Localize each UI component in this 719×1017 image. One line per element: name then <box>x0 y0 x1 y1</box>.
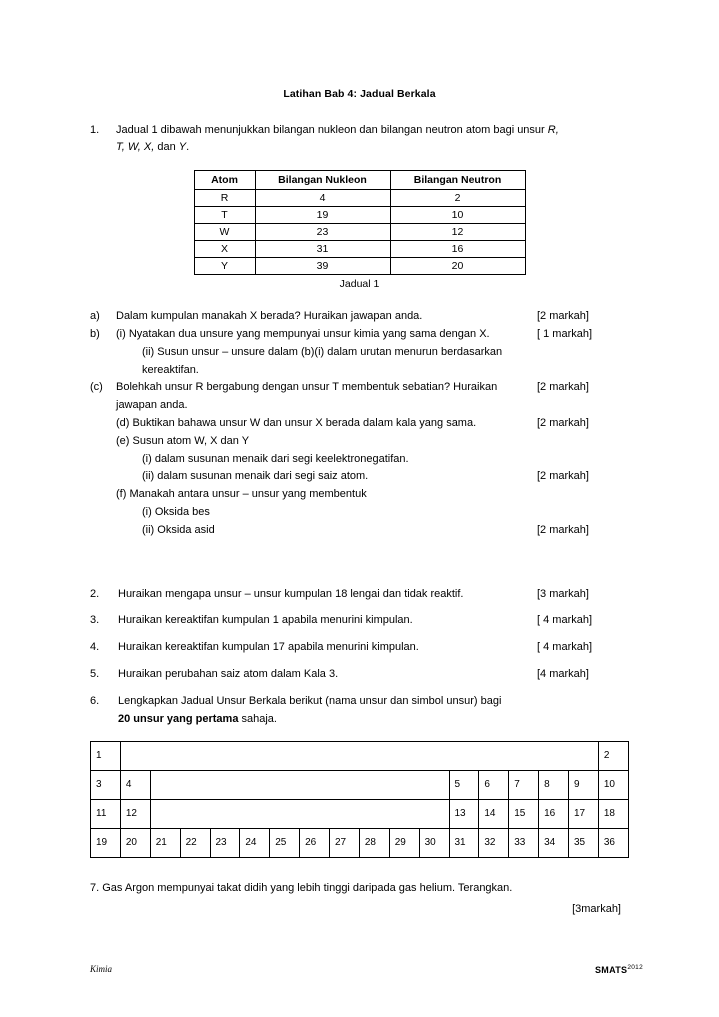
subquestion-list <box>90 308 629 540</box>
periodic-cell[interactable]: 25 <box>270 828 300 857</box>
page-title: Latihan Bab 4: Jadual Berkala <box>283 88 436 100</box>
spacer <box>90 540 629 582</box>
subquestion-f-ii <box>90 522 629 540</box>
subquestion-text: (f) Manakah antara unsur – unsur yang membentuk <box>116 488 367 501</box>
footer-year: 2012 <box>627 964 643 971</box>
question-marks: [3 markah] <box>537 587 589 600</box>
subquestion-marks: [2 markah] <box>537 470 589 483</box>
question-6-line1: Lengkapkan Jadual Unsur Berkala berikut (nama unsur dan simbol unsur) bagi <box>118 694 502 707</box>
periodic-row-1 <box>91 741 629 770</box>
subquestion-b-ii <box>90 344 629 380</box>
question-1-text <box>116 122 629 156</box>
question-1-text-part4: . <box>186 141 190 154</box>
question-marks: [ 4 markah] <box>537 614 593 627</box>
periodic-cell[interactable]: 30 <box>419 828 449 857</box>
periodic-cell[interactable]: 11 <box>91 799 121 828</box>
periodic-cell-blank[interactable] <box>120 741 598 770</box>
periodic-cell[interactable]: 16 <box>539 799 569 828</box>
subquestion-b-i <box>90 326 629 344</box>
periodic-cell[interactable]: 31 <box>449 828 479 857</box>
subquestion-text: (e) Susun atom W, X dan Y <box>116 434 250 447</box>
subquestion-label: a) <box>90 310 100 323</box>
subquestion-label: (c) <box>90 381 103 394</box>
periodic-cell[interactable]: 28 <box>359 828 389 857</box>
cell-neutron: 12 <box>390 224 525 241</box>
periodic-cell[interactable]: 23 <box>210 828 240 857</box>
periodic-cell[interactable]: 21 <box>150 828 180 857</box>
periodic-cell[interactable]: 33 <box>509 828 539 857</box>
numbered-question-list <box>90 586 629 729</box>
periodic-cell[interactable]: 36 <box>598 828 628 857</box>
subquestion-text: (i) Nyatakan dua unsure yang mempunyai unsur kimia yang sama dengan X. <box>116 327 490 340</box>
periodic-row-4 <box>91 828 629 857</box>
table-row <box>194 241 525 258</box>
subquestion-e-ii <box>90 468 629 486</box>
subquestion-text: (ii) Susun unsur – unsure dalam (b)(i) dalam urutan menurun berdasarkan kereaktifan. <box>142 345 503 376</box>
question-number: 5. <box>90 668 100 681</box>
periodic-cell[interactable]: 8 <box>539 770 569 799</box>
subquestion-c-cont <box>90 397 629 415</box>
cell-atom: R <box>194 190 255 207</box>
periodic-cell[interactable]: 32 <box>479 828 509 857</box>
table-row <box>194 207 525 224</box>
question-3 <box>90 612 629 630</box>
table-header-row <box>194 171 525 190</box>
cell-nukleon: 19 <box>255 207 390 224</box>
subquestion-marks: [2 markah] <box>537 310 589 323</box>
subquestion-text: (i) Oksida bes <box>142 506 210 519</box>
subquestion-text: Dalam kumpulan manakah X berada? Huraikan jawapan anda. <box>116 310 423 323</box>
subquestion-text: (ii) Oksida asid <box>142 523 215 536</box>
footer-school-name: SMATS <box>594 965 628 975</box>
subquestion-text: (i) dalam susunan menaik dari segi keelektronegatifan. <box>142 452 409 465</box>
question-6-rest: sahaja. <box>238 712 277 725</box>
subquestion-a <box>90 308 629 326</box>
cell-neutron: 2 <box>390 190 525 207</box>
question-number: 4. <box>90 641 100 654</box>
cell-atom: T <box>194 207 255 224</box>
question-6-bold: 20 unsur yang pertama <box>118 712 239 725</box>
table-header-atom: Atom <box>194 171 255 190</box>
subquestion-f <box>90 486 629 504</box>
periodic-cell[interactable]: 27 <box>330 828 360 857</box>
question-number: 2. <box>90 587 100 600</box>
question-5 <box>90 666 629 684</box>
subquestion-text: jawapan anda. <box>116 399 188 412</box>
periodic-cell[interactable]: 34 <box>539 828 569 857</box>
periodic-cell[interactable]: 6 <box>479 770 509 799</box>
periodic-cell[interactable]: 24 <box>240 828 270 857</box>
periodic-cell[interactable]: 19 <box>91 828 121 857</box>
cell-nukleon: 23 <box>255 224 390 241</box>
question-1-symbols-2: T, W, X, <box>116 141 155 154</box>
question-text <box>118 693 537 729</box>
cell-neutron: 16 <box>390 241 525 258</box>
periodic-cell[interactable]: 7 <box>509 770 539 799</box>
question-1-symbols-3: Y <box>178 141 187 154</box>
cell-atom: W <box>194 224 255 241</box>
question-1-text-part3: dan <box>154 141 179 154</box>
subquestion-e-i <box>90 451 629 469</box>
question-7-marks: [3markah] <box>572 903 621 916</box>
footer-subject: Kimia <box>90 964 113 974</box>
subquestion-f-i <box>90 504 629 522</box>
periodic-table-grid <box>90 741 629 858</box>
periodic-cell[interactable]: 9 <box>569 770 599 799</box>
periodic-row-2 <box>91 770 629 799</box>
periodic-cell[interactable]: 35 <box>569 828 599 857</box>
nucleon-table <box>194 170 526 275</box>
periodic-cell[interactable]: 1 <box>91 741 121 770</box>
subquestion-e <box>90 433 629 451</box>
subquestion-label: b) <box>90 327 100 340</box>
periodic-row-3 <box>91 799 629 828</box>
table-header-nukleon: Bilangan Nukleon <box>255 171 390 190</box>
cell-neutron: 20 <box>390 258 525 275</box>
cell-nukleon: 4 <box>255 190 390 207</box>
periodic-cell[interactable]: 17 <box>569 799 599 828</box>
question-text: Huraikan kereaktifan kumpulan 17 apabila menurini kimpulan. <box>118 641 419 654</box>
periodic-cell[interactable]: 5 <box>449 770 479 799</box>
periodic-cell[interactable]: 15 <box>509 799 539 828</box>
periodic-cell[interactable]: 2 <box>598 741 628 770</box>
question-6 <box>90 693 629 729</box>
question-text: Huraikan mengapa unsur – unsur kumpulan 18 lengai dan tidak reaktif. <box>118 587 464 600</box>
subquestion-text: (ii) dalam susunan menaik dari segi saiz atom. <box>142 470 369 483</box>
subquestion-marks: [2 markah] <box>537 523 589 536</box>
periodic-cell[interactable]: 10 <box>598 770 628 799</box>
periodic-cell[interactable]: 29 <box>389 828 419 857</box>
periodic-cell[interactable]: 4 <box>120 770 150 799</box>
question-1 <box>90 122 629 156</box>
footer-school <box>595 964 643 975</box>
cell-atom: X <box>194 241 255 258</box>
periodic-cell-blank[interactable] <box>150 799 449 828</box>
subquestion-marks: [2 markah] <box>537 381 589 394</box>
subquestion-c <box>90 379 629 397</box>
periodic-cell-blank[interactable] <box>150 770 449 799</box>
periodic-cell[interactable]: 3 <box>91 770 121 799</box>
periodic-cell[interactable]: 12 <box>120 799 150 828</box>
periodic-cell[interactable]: 20 <box>120 828 150 857</box>
periodic-cell[interactable]: 18 <box>598 799 628 828</box>
cell-nukleon: 39 <box>255 258 390 275</box>
question-text: Huraikan perubahan saiz atom dalam Kala 3. <box>118 668 339 681</box>
periodic-cell[interactable]: 26 <box>300 828 330 857</box>
cell-neutron: 10 <box>390 207 525 224</box>
subquestion-text: Bolehkah unsur R bergabung dengan unsur T membentuk sebatian? Huraikan <box>116 381 498 394</box>
periodic-cell[interactable]: 14 <box>479 799 509 828</box>
question-1-text-part1: Jadual 1 dibawah menunjukkan bilangan nukleon dan bilangan neutron atom bagi unsur <box>116 124 548 136</box>
question-2 <box>90 586 629 604</box>
subquestion-text: (d) Buktikan bahawa unsur W dan unsur X berada dalam kala yang sama. <box>116 416 477 429</box>
subquestion-marks: [ 1 markah] <box>537 327 593 340</box>
table-caption: Jadual 1 <box>339 278 380 291</box>
table-row <box>194 190 525 207</box>
table-row <box>194 224 525 241</box>
question-number: 3. <box>90 614 100 627</box>
question-text: Huraikan kereaktifan kumpulan 1 apabila menurini kimpulan. <box>118 614 413 627</box>
question-marks: [4 markah] <box>537 668 589 681</box>
question-4 <box>90 639 629 657</box>
subquestion-d <box>90 415 629 433</box>
question-1-symbols-1: R, <box>547 124 559 136</box>
table-header-neutron: Bilangan Neutron <box>390 171 525 190</box>
page-footer <box>90 964 643 975</box>
question-7: 7. Gas Argon mempunyai takat didih yang lebih tinggi daripada gas helium. Terangkan. <box>90 881 513 894</box>
table-row <box>194 258 525 275</box>
cell-atom: Y <box>194 258 255 275</box>
question-marks: [ 4 markah] <box>537 641 593 654</box>
periodic-cell[interactable]: 13 <box>449 799 479 828</box>
cell-nukleon: 31 <box>255 241 390 258</box>
question-1-number: 1. <box>90 124 100 136</box>
subquestion-marks: [2 markah] <box>537 416 589 429</box>
question-number: 6. <box>90 694 100 707</box>
periodic-cell[interactable]: 22 <box>180 828 210 857</box>
